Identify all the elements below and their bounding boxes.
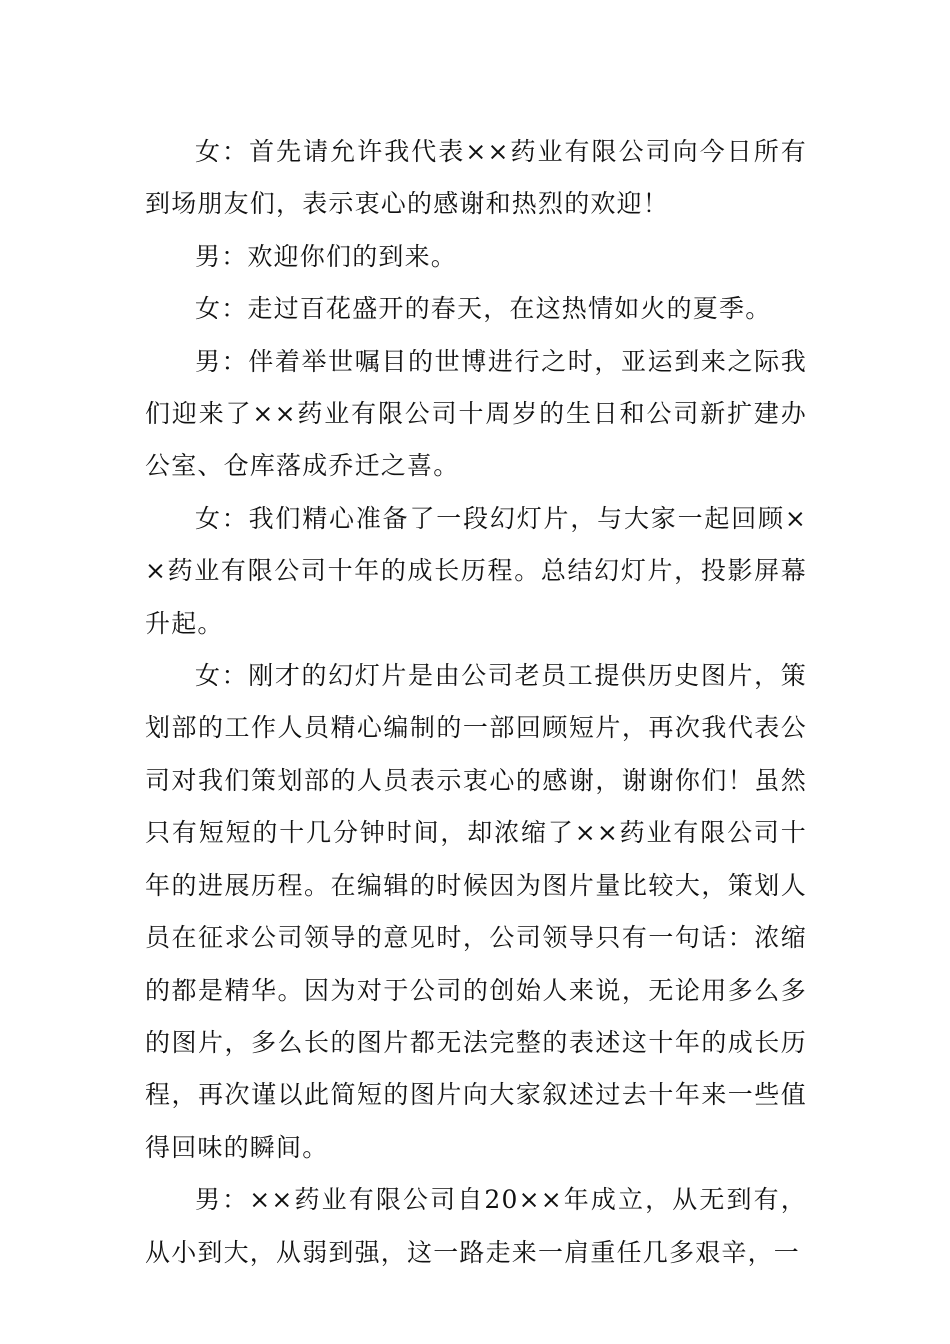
paragraph-female-thanks: 女：刚才的幻灯片是由公司老员工提供历史图片，策划部的工作人员精心编制的一部回顾短片，再次我代表公司对我们策划部的人员表示衷心的感谢，谢谢你们！虽然只有短短的十几分钟时间，却浓缩了××药业有限公司十年的进展历程。在编辑的时候因为图片量比较大，策划人员在征求公司领导的意见时，公司领导只有一句话：浓缩的都是精华。因为对于公司的创始人来说，无论用多么多的图片，多么长的图片都无法完整的表述这十年的成长历程，再次谨以此简短的图片向大家叙述过去十年来一些值得回味的瞬间。 [145, 661, 807, 1162]
paragraph-male-history: 男：××药业有限公司自20××年成立，从无到有，从小到大，从弱到强，这一路走来一肩重任几多艰辛，一 [145, 1185, 807, 1267]
paragraph-female-seasons: 女：走过百花盛开的春天，在这热情如火的夏季。 [195, 294, 772, 324]
paragraph-male-welcome: 男：欢迎你们的到来。 [195, 241, 458, 271]
paragraph-female-slideshow: 女：我们精心准备了一段幻灯片，与大家一起回顾××药业有限公司十年的成长历程。总结幻灯片，投影屏幕升起。 [145, 503, 807, 638]
document-body [145, 126, 807, 1279]
paragraph-female-welcome: 女：首先请允许我代表××药业有限公司向今日所有到场朋友们，表示衷心的感谢和热烈的欢迎！ [145, 137, 807, 219]
paragraph-male-anniversary: 男：伴着举世嘱目的世博进行之时，亚运到来之际我们迎来了××药业有限公司十周岁的生日和公司新扩建办公室、仓库落成乔迁之喜。 [145, 346, 807, 481]
